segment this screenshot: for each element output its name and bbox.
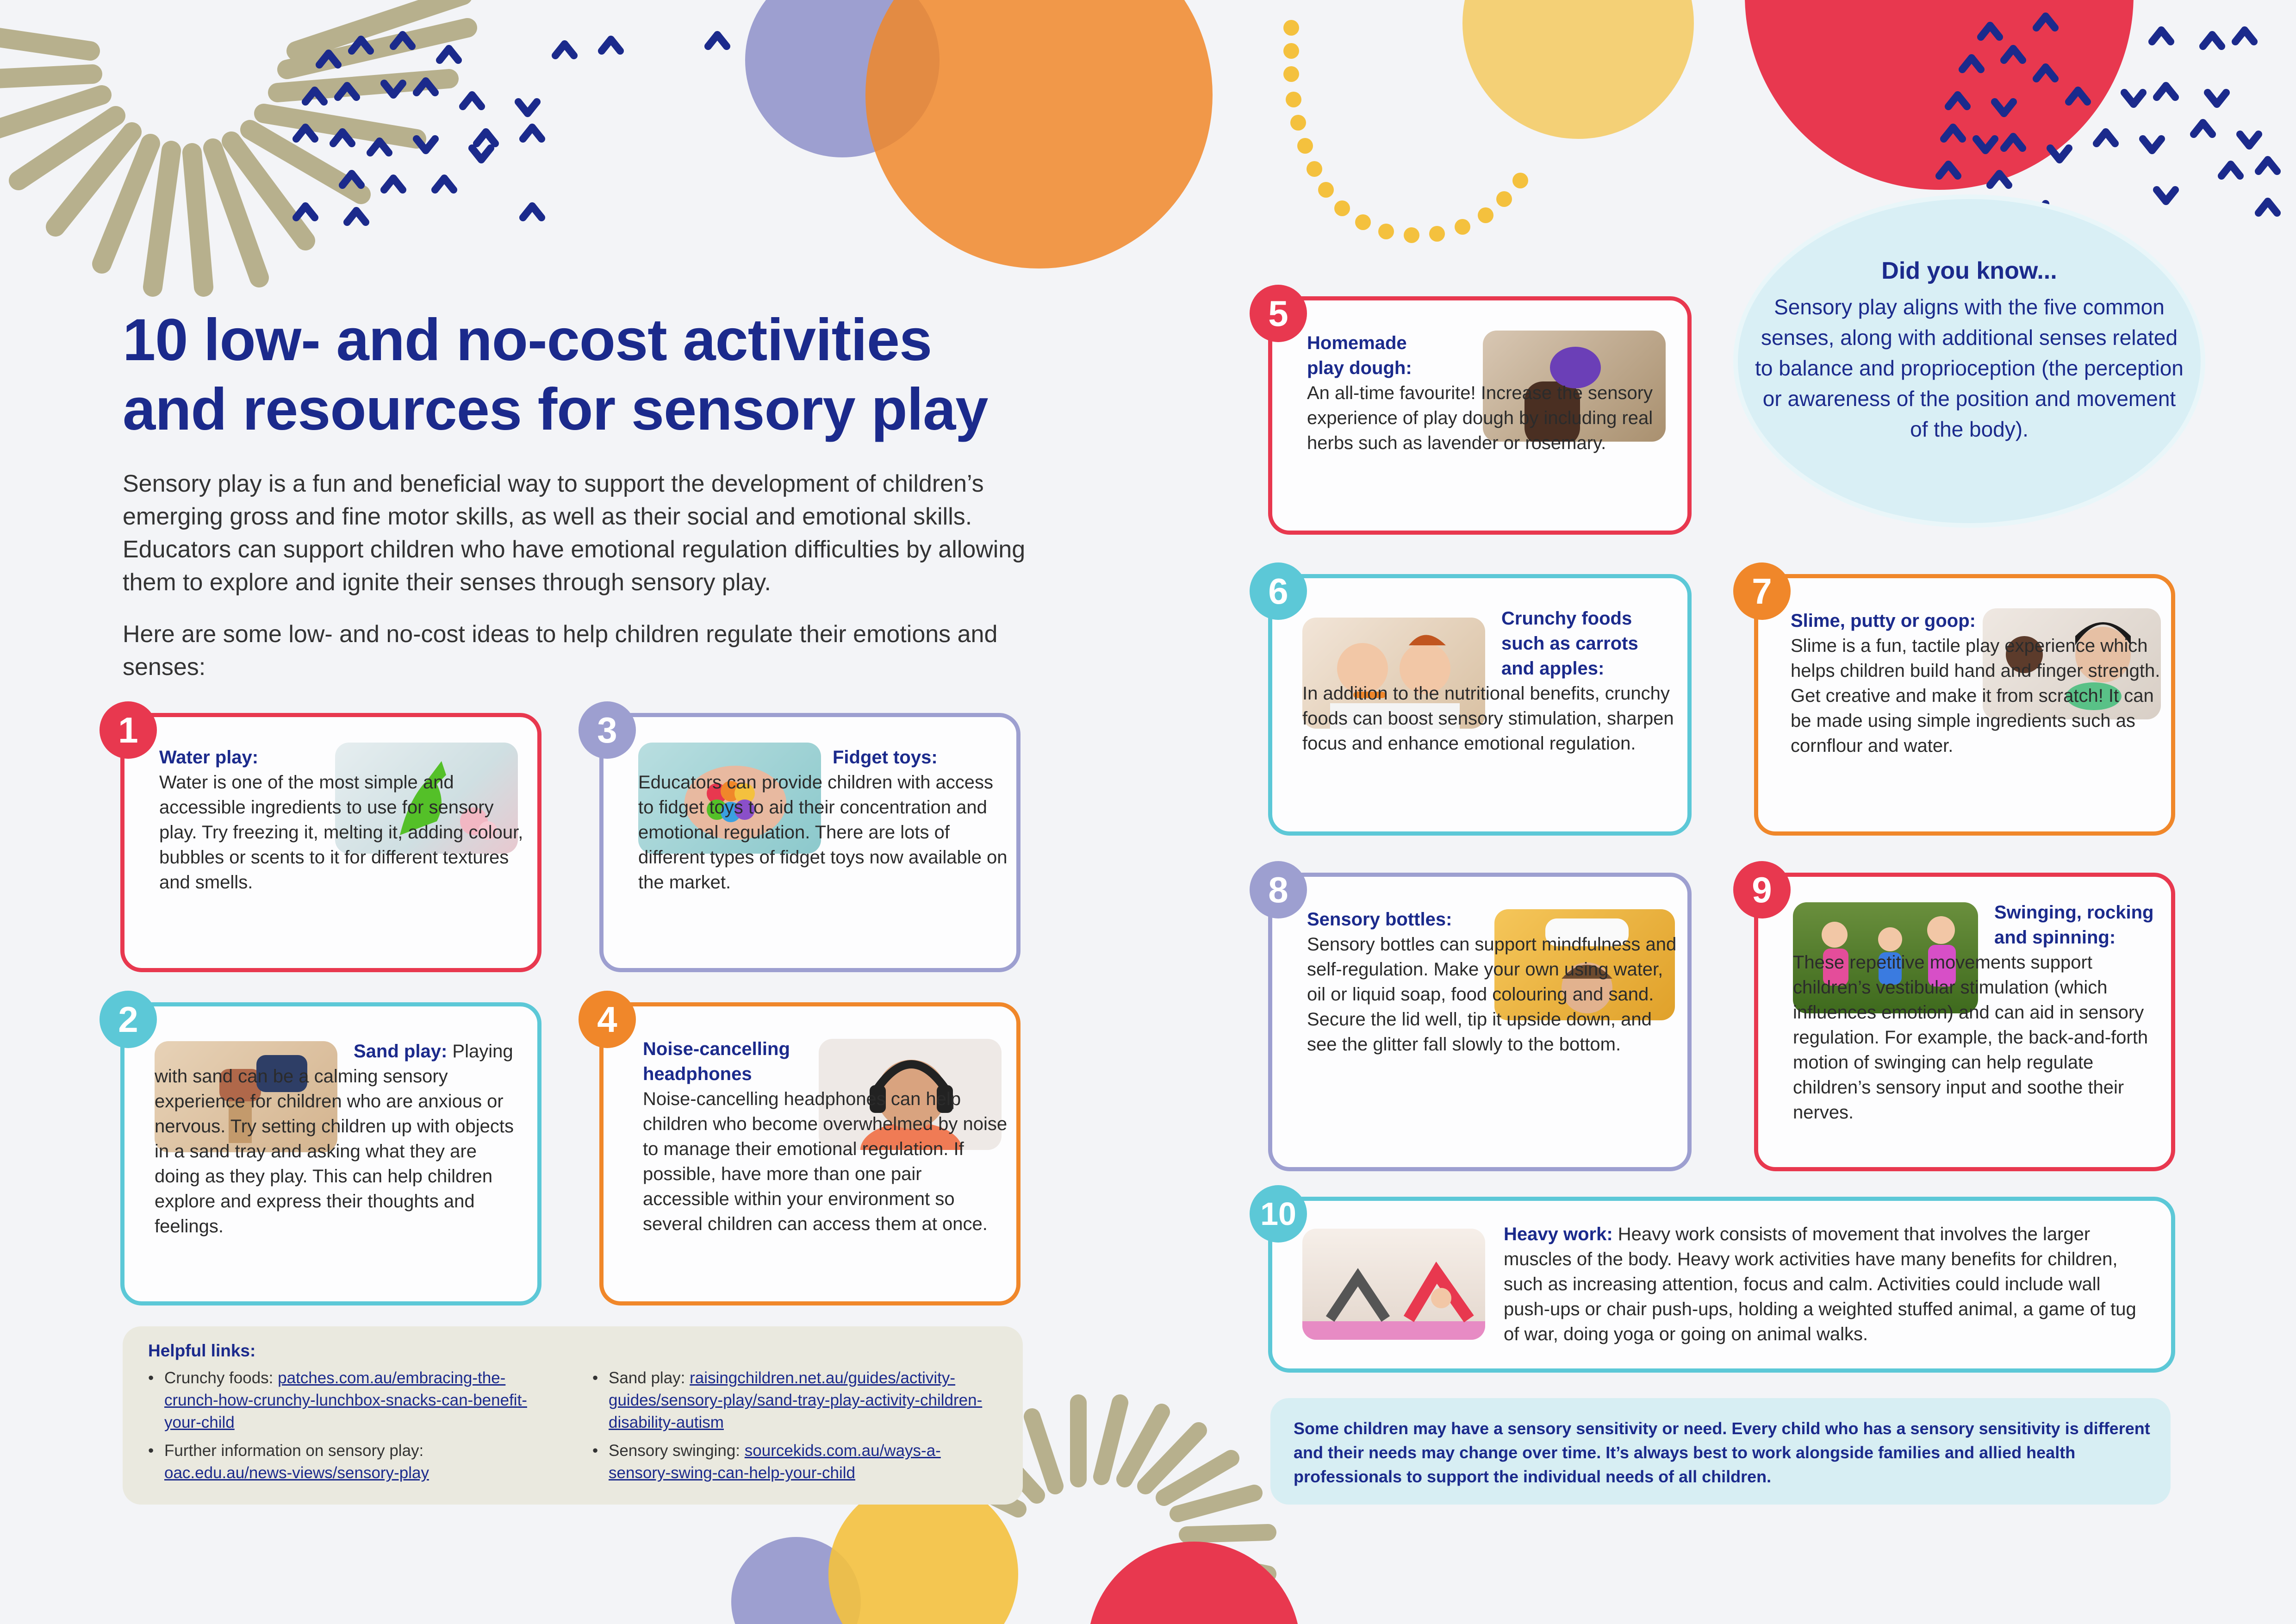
bullet-dot: • [148,1369,154,1387]
activity-card-1-body: Water is one of the most simple and accessible ingredients to use for sensory play. Try freezing it, melting it, adding colour, bubbles or scents to it for different textures and smells. [159,772,523,893]
helpful-link-label: Sensory swinging: [609,1442,740,1460]
yellow-circle-top [1462,0,1694,139]
activity-card-8-text [1307,907,1677,1057]
helpful-link-crunchy-foods [148,1367,558,1434]
helpful-links-title: Helpful links: [148,1341,256,1360]
activity-card-8-title: Sensory bottles: [1307,909,1452,930]
helpful-link-sand-play [592,1367,1002,1434]
activity-card-5 [1268,296,1692,535]
helpful-link-url[interactable]: raisingchildren.net.au/guides/activity-guides/sensory-play/sand-tray-play-activity-children-disability-autism [609,1369,983,1431]
activity-card-6-body: In addition to the nutritional benefits, crunchy foods can boost sensory stimulation, sharpen focus and enhance emotional regulation. [1302,683,1674,754]
activity-card-3 [599,713,1020,972]
intro-ideas-paragraph: Here are some low- and no-cost ideas to help children regulate their emotions and senses: [123,621,998,681]
activity-card-4-body: Noise-cancelling headphones can help children who become overwhelmed by noise to manage their emotional regulation. If possible, have more than one pair accessible within your environment so several children can access them at once. [643,1089,1008,1234]
helpful-links-panel [123,1326,1023,1505]
activity-card-9-title: Swinging, rocking and spinning: [1994,902,2154,948]
helpful-link-label: Sand play: [609,1369,685,1387]
activity-number-6: 6 [1250,562,1307,620]
yoga-children-photo [1302,1229,1485,1340]
activity-number-8: 8 [1250,861,1307,918]
activity-card-9 [1754,873,2175,1171]
activity-number-9: 9 [1733,861,1791,918]
activity-card-6-title: Crunchy foods such as carrots and apples: [1501,608,1638,679]
activity-card-2 [120,1002,541,1305]
activity-card-9-text [1793,900,2163,1125]
activity-card-7 [1754,574,2175,836]
activity-card-5-text [1307,331,1677,456]
helpful-link-sensory-play [148,1440,558,1484]
did-you-know-title: Did you know... [1881,257,2057,284]
activity-card-1-title: Water play: [159,747,259,768]
activity-card-7-body: Slime is a fun, tactile play experience which helps children build hand and finger strength. Get creative and make it from scratch! It can be made using simple ingredients such as cornflour and water. [1791,636,2160,756]
bullet-dot: • [592,1369,598,1387]
helpful-link-url[interactable]: sourcekids.com.au/ways-a-sensory-swing-can-help-your-child [609,1442,941,1482]
did-you-know-body: Sensory play aligns with the five common senses, along with additional senses related to balance and proprioception (the perception or awareness of the position and movement of the body). [1755,295,2184,441]
sensitivity-note-panel [1270,1398,2171,1505]
activity-card-3-title: Fidget toys: [833,747,938,768]
red-circle-bottom [1088,1542,1300,1624]
activity-card-10-body: Heavy work consists of movement that involves the larger muscles of the body. Heavy work activities have many benefits for children, such as increasing attention, focus and calm. Activities could include wall push-ups or chair push-ups, holding a weighted stuffed animal, a game of tug of war, doing yoga or going on animal walks. [1504,1224,2136,1344]
activity-card-5-title: Homemade play dough: [1307,333,1412,378]
activity-card-10-text [1504,1222,2152,1347]
helpful-link-sensory-swinging [592,1440,1002,1484]
bullet-dot: • [148,1442,154,1460]
activity-number-3: 3 [579,701,636,759]
page-title: 10 low- and no-cost activities and resources for sensory play [123,307,988,443]
activity-card-10 [1268,1197,2175,1373]
activity-card-8-body: Sensory bottles can support mindfulness and self-regulation. Make your own using water, oil or liquid soap, food colouring and sand. Secure the lid well, tip it upside down, and see the glitter fall slowly to the bottom. [1307,934,1677,1055]
activity-number-7: 7 [1733,562,1791,620]
activity-card-2-body: Playing with sand can be a calming sensory experience for children who are anxious or nervous. Try setting children up with objects in a sand tray and asking what they are doing as they play. This can help children explore and express their thoughts and feelings. [155,1041,514,1237]
helpful-link-url[interactable]: oac.edu.au/news-views/sensory-play [164,1464,429,1482]
bullet-dot: • [592,1442,598,1460]
orange-circle-top [865,0,1213,269]
activity-card-3-text [638,745,1008,895]
activity-card-1-text [159,745,525,895]
activity-card-8 [1268,873,1692,1171]
activity-card-5-body: An all-time favourite! Increase the sensory experience of play dough by including real herbs such as lavender or rosemary. [1307,383,1653,453]
activity-number-5: 5 [1250,285,1307,342]
activity-card-4-title: Noise-cancelling headphones [643,1039,790,1084]
activity-card-2-title: Sand play: [354,1041,448,1062]
activity-card-7-title: Slime, putty or goop: [1791,611,1976,631]
activity-card-6-text [1302,606,1675,756]
sensitivity-note-text: Some children may have a sensory sensitivity or need. Every child who has a sensory sensitivity is different and their needs may change over time. It’s always best to work alongside families and allied health professionals to support the individual needs of all children. [1294,1419,2150,1486]
activity-number-1: 1 [100,701,157,759]
activity-card-6 [1268,574,1692,836]
activity-number-2: 2 [100,991,157,1048]
helpful-link-url[interactable]: patches.com.au/embracing-the-crunch-how-crunchy-lunchbox-snacks-can-benefit-your-child [164,1369,527,1431]
activity-card-7-text [1791,608,2161,758]
activity-card-4-text [643,1037,1008,1237]
helpful-link-label: Crunchy foods: [164,1369,274,1387]
activity-card-3-body: Educators can provide children with access to fidget toys to aid their concentration and emotional regulation. There are lots of different types of fidget toys now available on the market. [638,772,1008,893]
intro-paragraph: Sensory play is a fun and beneficial way to support the development of children’s emerging gross and fine motor skills, as well as their social and emotional skills. Educators can support children who have emotional regulation difficulties by allowing them to explore and ignite their senses through sensory play. [123,470,1026,596]
activity-card-4 [599,1002,1020,1305]
activity-card-9-body: These repetitive movements support children’s vestibular stimulation (which influences emotion) and can aid in sensory regulation. For example, the back-and-forth motion of swinging can help regulate children’s sensory input and soothe their nerves. [1793,952,2148,1123]
activity-card-1 [120,713,541,972]
activity-number-4: 4 [579,991,636,1048]
activity-card-2-text [155,1039,525,1239]
activity-card-10-title: Heavy work: [1504,1224,1613,1244]
helpful-link-label: Further information on sensory play: [164,1442,424,1460]
activity-number-10: 10 [1250,1185,1307,1243]
